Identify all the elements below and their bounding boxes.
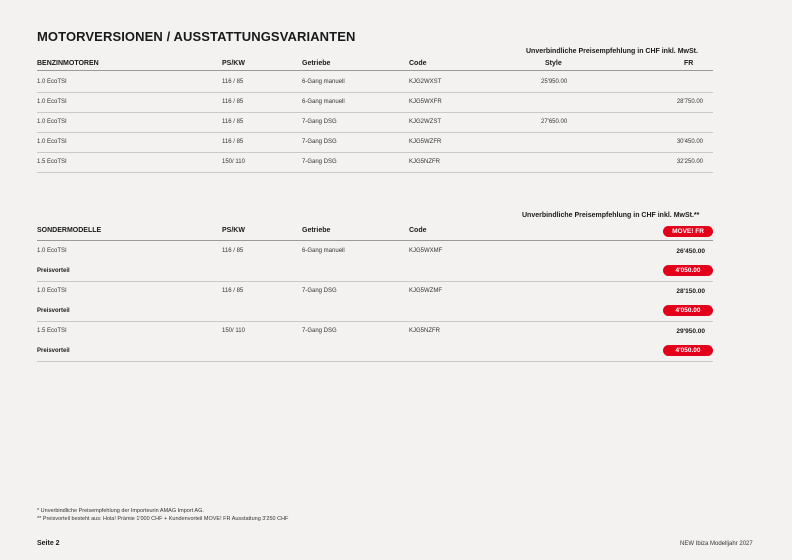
cell-code: KJG5WXMF	[409, 248, 443, 254]
page-title: MOTORVERSIONEN / AUSSTATTUNGSVARIANTEN	[37, 29, 356, 44]
price-header-2: Unverbindliche Preisempfehlung in CHF inkl. MwSt.**	[522, 212, 700, 219]
col-header-getriebe-2: Getriebe	[302, 227, 331, 234]
cell-fr: 30'450.00	[676, 139, 703, 145]
footnote-1: * Unverbindliche Preisempfehlung der Importeurin AMAG Import AG.	[37, 508, 204, 514]
cell-style: 27'650.00	[541, 119, 568, 125]
cell-fr: 28'750.00	[676, 99, 703, 105]
price-header-1: Unverbindliche Preisempfehlung in CHF inkl. MwSt.	[526, 48, 698, 55]
cell-motor: 1.5 EcoTSI	[37, 159, 67, 165]
cell-code: KJG5WZFR	[409, 139, 442, 145]
cell-pskw: 116 / 85	[222, 248, 244, 254]
col-header-pskw-2: PS/KW	[222, 227, 245, 234]
cell-pskw: 116 / 85	[222, 119, 244, 125]
cell-motor: 1.5 EcoTSI	[37, 328, 67, 334]
cell-pskw: 150/ 110	[222, 328, 245, 334]
footnote-2: ** Preisvorteil besteht aus: Hola! Prämie 1'000 CHF + Kundenvorteil MOVE! FR Ausstattung 3'250 CHF	[37, 516, 289, 522]
cell-code: KJG5NZFR	[409, 328, 441, 334]
row-divider	[37, 361, 713, 362]
cell-code: KJG5WXFR	[409, 99, 442, 105]
row-divider	[37, 92, 713, 93]
row-divider	[37, 281, 713, 282]
row-divider	[37, 172, 713, 173]
header-divider-2	[37, 240, 713, 241]
cell-code: KJG5NZFR	[409, 159, 441, 165]
cell-getriebe: 6-Gang manuell	[302, 99, 345, 105]
header-divider-1	[37, 70, 713, 71]
cell-getriebe: 7-Gang DSG	[302, 328, 337, 334]
row-divider	[37, 321, 713, 322]
cell-motor: 1.0 EcoTSI	[37, 79, 67, 85]
model-label: NEW Ibiza Modelljahr 2027	[680, 541, 753, 547]
col-header-sonder: SONDERMODELLE	[37, 227, 102, 234]
col-header-style: Style	[545, 60, 562, 67]
cell-pskw: 116 / 85	[222, 79, 244, 85]
cell-code: KJG2WXST	[409, 79, 442, 85]
cell-pskw: 116 / 85	[222, 99, 244, 105]
cell-motor: 1.0 EcoTSI	[37, 139, 67, 145]
cell-style: 25'950.00	[541, 79, 568, 85]
cell-getriebe: 6-Gang manuell	[302, 248, 345, 254]
preisvorteil-label: Preisvorteil	[37, 348, 70, 354]
cell-code: KJG2WZST	[409, 119, 442, 125]
cell-getriebe: 6-Gang manuell	[302, 79, 345, 85]
col-header-fr: FR	[684, 60, 694, 67]
cell-pskw: 116 / 85	[222, 288, 244, 294]
preisvorteil-label: Preisvorteil	[37, 268, 70, 274]
cell-motor: 1.0 EcoTSI	[37, 288, 67, 294]
cell-code: KJG5WZMF	[409, 288, 442, 294]
row-divider	[37, 152, 713, 153]
cell-price: 26'450.00	[676, 248, 705, 255]
move-fr-badge: MOVE! FR	[663, 226, 713, 237]
cell-price: 28'150.00	[676, 288, 705, 295]
preisvorteil-badge: 4'050.00	[663, 265, 713, 276]
cell-getriebe: 7-Gang DSG	[302, 139, 337, 145]
preisvorteil-badge: 4'050.00	[663, 305, 713, 316]
cell-fr: 32'250.00	[676, 159, 703, 165]
cell-motor: 1.0 EcoTSI	[37, 99, 67, 105]
cell-motor: 1.0 EcoTSI	[37, 248, 67, 254]
preisvorteil-badge: 4'050.00	[663, 345, 713, 356]
cell-price: 29'950.00	[676, 328, 705, 335]
col-header-code: Code	[409, 60, 427, 67]
col-header-code-2: Code	[409, 227, 427, 234]
preisvorteil-label: Preisvorteil	[37, 308, 70, 314]
row-divider	[37, 112, 713, 113]
col-header-motor: BENZINMOTOREN	[37, 60, 99, 67]
cell-motor: 1.0 EcoTSI	[37, 119, 67, 125]
cell-pskw: 116 / 85	[222, 139, 244, 145]
cell-getriebe: 7-Gang DSG	[302, 288, 337, 294]
page-number: Seite 2	[37, 540, 60, 547]
col-header-pskw: PS/KW	[222, 60, 245, 67]
cell-getriebe: 7-Gang DSG	[302, 119, 337, 125]
row-divider	[37, 132, 713, 133]
cell-getriebe: 7-Gang DSG	[302, 159, 337, 165]
col-header-getriebe: Getriebe	[302, 60, 331, 67]
cell-pskw: 150/ 110	[222, 159, 245, 165]
